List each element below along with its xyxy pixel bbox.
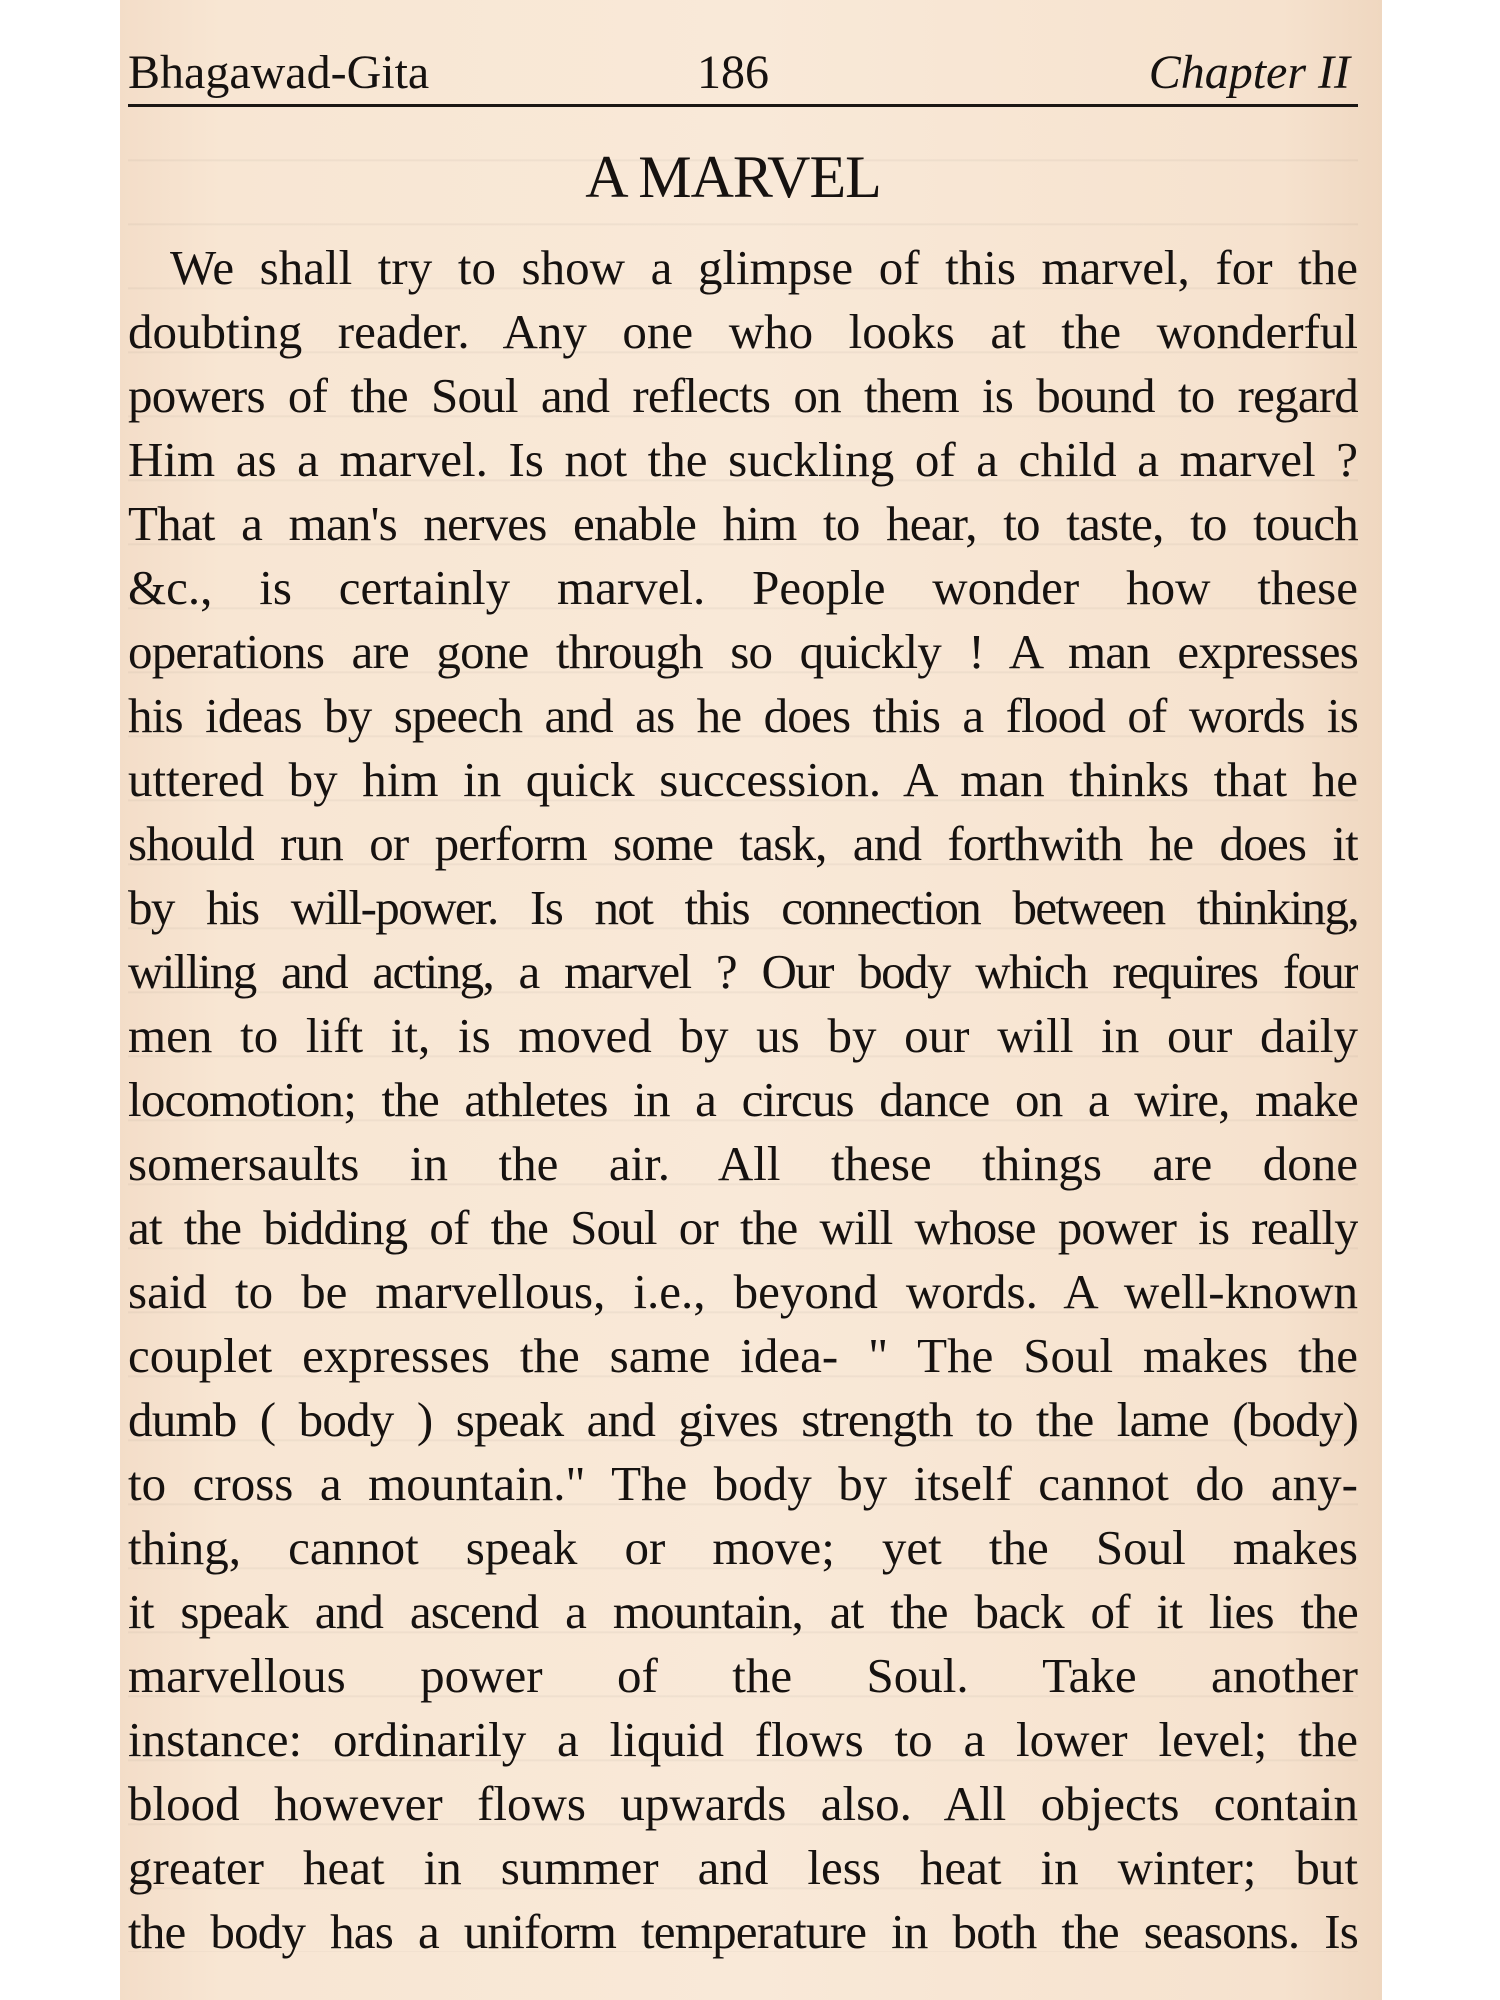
text-line: to cross a mountain." The body by itself cannot do any-: [128, 1456, 1358, 1511]
text-line: his ideas by speech and as he does this a flood of words is: [128, 688, 1358, 743]
text-line: powers of the Soul and reflects on them is bound to regard: [128, 368, 1358, 423]
text-line: locomotion; the athletes in a circus dance on a wire, make: [128, 1072, 1358, 1127]
text-line: dumb ( body ) speak and gives strength to the lame (body): [128, 1392, 1358, 1447]
text-line: the body has a uniform temperature in both the seasons. Is: [128, 1904, 1358, 1959]
text-line: it speak and ascend a mountain, at the back of it lies the: [128, 1584, 1358, 1639]
text-line: men to lift it, is moved by us by our will in our daily: [128, 1008, 1358, 1063]
text-line: couplet expresses the same idea- " The Soul makes the: [128, 1328, 1358, 1383]
text-line: at the bidding of the Soul or the will whose power is really: [128, 1200, 1358, 1255]
text-line: instance: ordinarily a liquid flows to a lower level; the: [128, 1712, 1358, 1767]
body-paragraph: [128, 236, 1358, 1964]
text-line: doubting reader. Any one who looks at the wonderful: [128, 304, 1358, 359]
text-line: willing and acting, a marvel ? Our body which requires four: [128, 944, 1358, 999]
text-line: operations are gone through so quickly ! A man expresses: [128, 624, 1358, 679]
section-title: A MARVEL: [585, 144, 881, 210]
running-header: [128, 42, 1358, 107]
text-line: somersaults in the air. All these things are done: [128, 1136, 1358, 1191]
text-line: blood however flows upwards also. All objects contain: [128, 1776, 1358, 1831]
text-line: &c., is certainly marvel. People wonder how these: [128, 560, 1358, 615]
text-line: Him as a marvel. Is not the suckling of a child a marvel ?: [128, 432, 1358, 487]
text-line: greater heat in summer and less heat in winter; but: [128, 1840, 1358, 1895]
text-line: thing, cannot speak or move; yet the Soul makes: [128, 1520, 1358, 1575]
page-number: 186: [697, 46, 769, 99]
text-line: said to be marvellous, i.e., beyond words. A well-known: [128, 1264, 1358, 1319]
text-line: by his will-power. Is not this connection between thinking,: [128, 880, 1358, 935]
scanned-page-background: [120, 0, 1382, 2000]
book-page: [128, 0, 1358, 2000]
text-line: marvellous power of the Soul. Take another: [128, 1648, 1358, 1703]
text-line: uttered by him in quick succession. A man thinks that he: [128, 752, 1358, 807]
text-line: should run or perform some task, and forthwith he does it: [128, 816, 1358, 871]
chapter-label: Chapter II: [1148, 46, 1350, 99]
text-line: We shall try to show a glimpse of this marvel, for the: [170, 240, 1358, 295]
text-line: That a man's nerves enable him to hear, to taste, to touch: [128, 496, 1358, 551]
book-title: Bhagawad-Gita: [128, 46, 430, 99]
